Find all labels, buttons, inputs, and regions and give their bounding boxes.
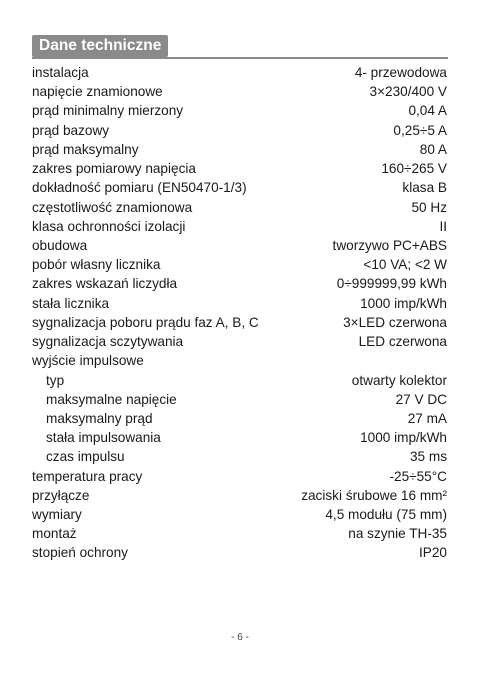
spec-row — [32, 140, 447, 159]
spec-row — [32, 82, 447, 101]
spec-value: II — [439, 218, 447, 234]
spec-value: <10 VA; <2 W — [363, 257, 447, 273]
spec-row — [32, 101, 447, 120]
spec-row — [32, 217, 447, 236]
spec-label: maksymalny prąd — [46, 410, 153, 426]
spec-label: temperatura pracy — [32, 468, 143, 484]
spec-row — [32, 63, 447, 82]
spec-row — [32, 428, 447, 447]
spec-row — [32, 467, 447, 486]
spec-row — [32, 371, 447, 390]
spec-value: IP20 — [419, 545, 447, 561]
spec-label: maksymalne napięcie — [46, 391, 177, 407]
spec-value: na szynie TH-35 — [348, 526, 447, 542]
spec-row — [32, 505, 447, 524]
spec-row — [32, 274, 447, 293]
page-number: - 6 - — [231, 632, 249, 643]
spec-value: zaciski śrubowe 16 mm² — [301, 487, 447, 503]
spec-value: klasa B — [402, 180, 447, 196]
spec-label: prąd minimalny mierzony — [32, 103, 184, 119]
spec-label: prąd maksymalny — [32, 141, 139, 157]
spec-value: 0,25÷5 A — [393, 122, 447, 138]
spec-value: 27 V DC — [395, 391, 447, 407]
spec-value: 4,5 modułu (75 mm) — [325, 507, 447, 523]
spec-row — [32, 178, 447, 197]
spec-label: sygnalizacja poboru prądu faz A, B, C — [32, 314, 259, 330]
spec-value: 27 mA — [407, 410, 447, 426]
spec-value: 80 A — [419, 141, 447, 157]
spec-row — [32, 543, 447, 562]
spec-value: 50 Hz — [411, 199, 447, 215]
spec-value: otwarty kolektor — [351, 372, 447, 388]
spec-label: montaż — [32, 526, 77, 542]
spec-row — [32, 351, 447, 370]
spec-row — [32, 332, 447, 351]
spec-label: stała licznika — [32, 295, 110, 311]
spec-value: 35 ms — [409, 449, 447, 465]
spec-label: napięcie znamionowe — [32, 84, 163, 100]
spec-row — [32, 390, 447, 409]
spec-row — [32, 294, 447, 313]
spec-label: wyjście impulsowe — [32, 353, 144, 369]
spec-row — [32, 121, 447, 140]
spec-list — [32, 63, 447, 563]
spec-value: 1000 imp/kWh — [360, 295, 447, 311]
spec-value: 3×LED czerwona — [343, 314, 447, 330]
spec-row — [32, 486, 447, 505]
spec-row — [32, 198, 447, 217]
spec-value: 160÷265 V — [381, 161, 447, 177]
spec-value: 3×230/400 V — [369, 84, 447, 100]
spec-label: czas impulsu — [46, 449, 125, 465]
spec-value: LED czerwona — [358, 334, 447, 350]
spec-value: 0,04 A — [408, 103, 447, 119]
spec-label: pobór własny licznika — [32, 257, 161, 273]
spec-label: zakres pomiarowy napięcia — [32, 161, 196, 177]
spec-label: stała impulsowania — [46, 430, 161, 446]
spec-label: przyłącze — [32, 487, 90, 503]
spec-row — [32, 313, 447, 332]
spec-label: instalacja — [32, 65, 89, 80]
spec-value: 4- przewodowa — [354, 65, 447, 80]
spec-label: wymiary — [32, 507, 82, 523]
spec-label: typ — [46, 372, 65, 388]
title-underline — [32, 57, 448, 59]
spec-label: stopień ochrony — [32, 545, 128, 561]
spec-label: sygnalizacja sczytywania — [32, 334, 184, 350]
spec-label: klasa ochronności izolacji — [32, 218, 186, 234]
spec-row — [32, 524, 447, 543]
spec-label: dokładność pomiaru (EN50470-1/3) — [32, 180, 247, 196]
spec-label: obudowa — [32, 237, 88, 253]
spec-value: tworzywo PC+ABS — [332, 237, 447, 253]
spec-label: zakres wskazań liczydła — [32, 276, 178, 292]
section-title: Dane techniczne — [32, 35, 168, 57]
spec-value: -25÷55°C — [389, 468, 447, 484]
spec-row — [32, 255, 447, 274]
spec-label: częstotliwość znamionowa — [32, 199, 193, 215]
spec-value: 0÷999999,99 kWh — [336, 276, 447, 292]
spec-row — [32, 236, 447, 255]
spec-label: prąd bazowy — [32, 122, 110, 138]
spec-row — [32, 409, 447, 428]
spec-row — [32, 447, 447, 466]
spec-row — [32, 159, 447, 178]
spec-value: 1000 imp/kWh — [360, 430, 447, 446]
